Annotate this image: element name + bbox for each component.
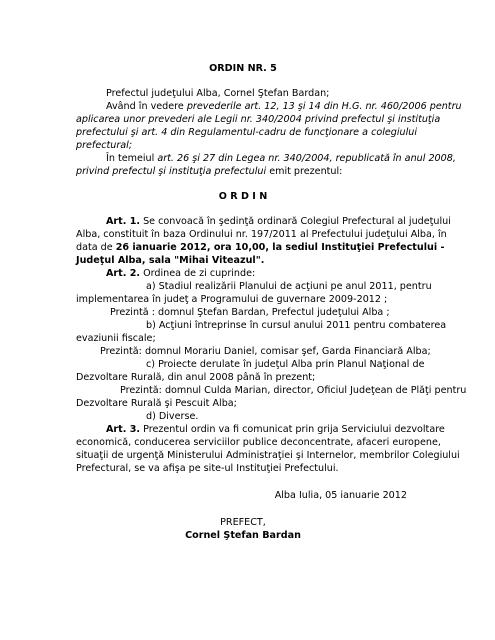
- agenda-item-c-line-2: Dezvoltare Rurală, din anul 2008 până în prezent;: [76, 372, 316, 383]
- agenda-item-a-presenter: Prezintă : domnul Ştefan Bardan, Prefectul judeţului Alba ;: [110, 307, 390, 318]
- intro-6-italic: art. 26 şi 27 din Legea nr. 340/2004, republicată în anul 2008,: [157, 153, 456, 164]
- intro-2-text: Având în vedere: [106, 101, 187, 112]
- document-title: ORDIN NR. 5: [209, 63, 277, 74]
- intro-6-text: În temeiul: [106, 153, 158, 164]
- intro-line-2: [76, 100, 462, 113]
- signature-title: PREFECT,: [220, 517, 266, 528]
- agenda-item-a-line-2: implementarea în judeţ a Programului de guvernare 2009-2012 ;: [76, 294, 388, 305]
- agenda-item-d: d) Diverse.: [146, 411, 199, 422]
- intro-7-italic: privind prefectul şi instituţia prefectului: [76, 166, 267, 177]
- art1-line-3: [76, 241, 445, 254]
- art3-text-1: Prezentul ordin va fi comunicat prin grija Serviciului dezvoltare: [140, 424, 445, 435]
- art1-line-4: Judeţul Alba, sala "Mihai Viteazul".: [76, 255, 265, 266]
- art3-label: Art. 3.: [106, 424, 141, 435]
- agenda-item-c-line-1: c) Proiecte derulate în judeţul Alba prin Planul Naţional de: [146, 359, 425, 370]
- intro-line-6: [76, 152, 456, 165]
- intro-7-text: emit prezentul:: [266, 166, 343, 177]
- art1-text-3a: data de: [76, 242, 116, 253]
- agenda-item-c-presenter-1: Prezintă: domnul Culda Marian, director, Oficiul Judeţean de Plăţi pentru: [120, 385, 467, 396]
- art1-line-1: [76, 215, 451, 228]
- art2-text-1: Ordinea de zi cuprinde:: [140, 268, 256, 279]
- art2-line-1: [76, 267, 410, 280]
- place-date: Alba Iulia, 05 ianuarie 2012: [274, 490, 407, 501]
- agenda-item-b-presenter: Prezintă: domnul Morariu Daniel, comisar şef, Garda Financiară Alba;: [100, 346, 431, 357]
- ordin-heading: O R D I N: [218, 191, 268, 202]
- art1-label: Art. 1.: [106, 216, 141, 227]
- intro-line-7: [76, 165, 410, 178]
- art2-label: Art. 2.: [106, 268, 141, 279]
- agenda-item-a-line-1: a) Stadiul realizării Planului de acţiuni pe anul 2011, pentru: [146, 281, 432, 292]
- agenda-item-b-line-1: b) Acţiuni întreprinse în cursul anului 2011 pentru combaterea: [146, 320, 447, 331]
- agenda-item-c-presenter-2: Dezvoltare Rurală şi Pescuit Alba;: [76, 398, 237, 409]
- art1-meeting-date: 26 ianuarie 2012, ora 10,00, la sediul Instituţiei Prefectului -: [115, 242, 445, 253]
- intro-prefect: Prefectul judeţului Alba, Cornel Ştefan Bardan;: [106, 88, 330, 99]
- art3-line-4: Prefectural, se va afişa pe site-ul Instituţiei Prefectului.: [76, 463, 339, 474]
- agenda-item-b-line-2: evaziunii fiscale;: [76, 333, 156, 344]
- intro-line-5: prefectural;: [76, 140, 133, 151]
- document-page: [76, 0, 467, 640]
- intro-line-4: prefectului şi art. 4 din Regulamentul-cadru de funcţionare a colegiului: [76, 127, 418, 138]
- art3-line-2: economică, conducerea serviciilor publice deconcentrate, afaceri europene,: [76, 437, 441, 448]
- intro-2-italic: prevederile art. 12, 13 şi 14 din H.G. nr. 460/2006 pentru: [186, 101, 462, 112]
- signature-name: Cornel Ştefan Bardan: [185, 530, 301, 541]
- art1-text-1: Se convoacă în şedinţă ordinară Colegiul Prefectural al judeţului: [140, 216, 451, 227]
- art3-line-1: [76, 423, 445, 436]
- art1-line-2: Alba, constituit în baza Ordinului nr. 197/2011 al Prefectului judeţului Alba, în: [76, 229, 447, 240]
- intro-line-3: aplicarea unor prevederi ale Legii nr. 340/2004 privind prefectul şi instituţia: [76, 114, 441, 125]
- art3-line-3: situaţii de urgenţă Ministerului Administraţiei şi Internelor, membrilor Colegiului: [76, 450, 460, 461]
